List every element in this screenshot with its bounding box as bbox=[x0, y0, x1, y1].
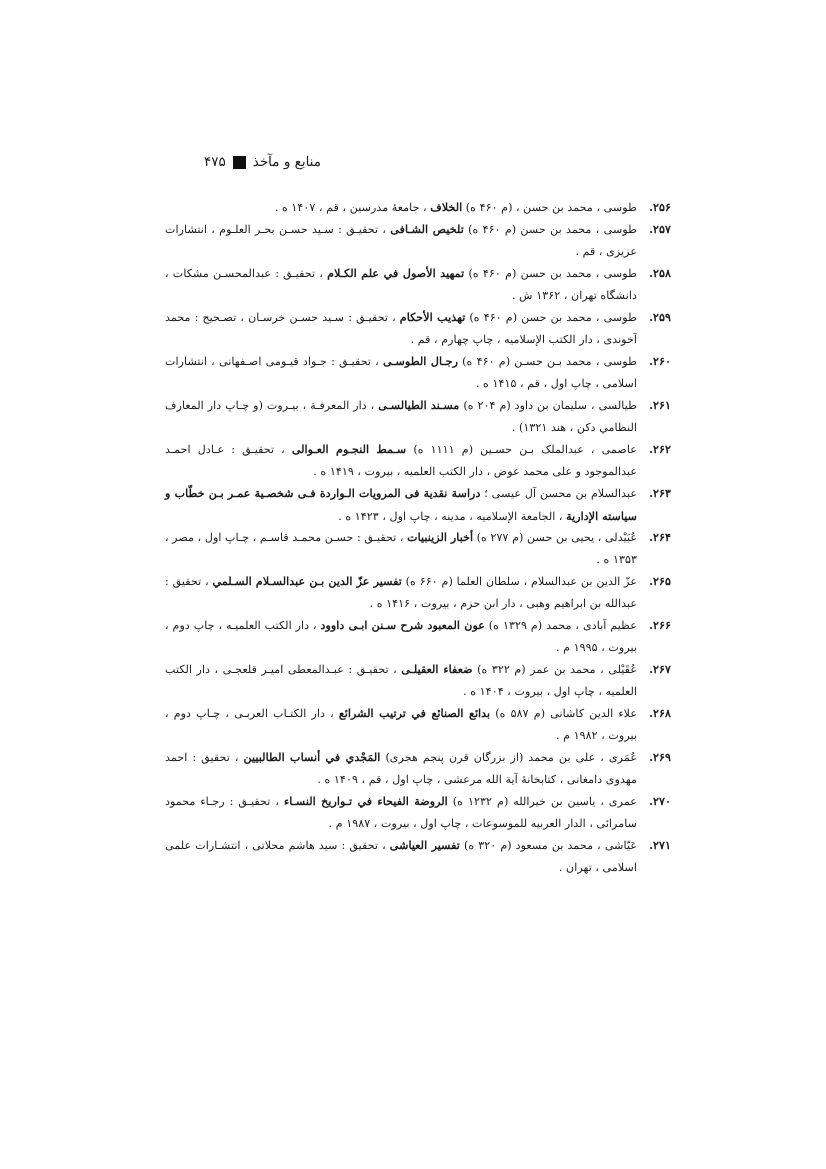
reference-entry bbox=[165, 834, 671, 878]
reference-entry bbox=[165, 790, 671, 834]
entry-title: المَجْدي في أنساب الطالبیین bbox=[243, 750, 381, 764]
entry-number: ۲۵۷. bbox=[649, 222, 671, 236]
entry-author: طوسی ، محمد بن حسن (م ۴۶۰ ه) bbox=[463, 223, 638, 236]
entry-title: مسـند الطیالسـی bbox=[378, 398, 460, 412]
entry-title: الروضة الفیحاء في تـواریخ النسـاء bbox=[283, 794, 448, 808]
entry-title: دراسة نقدیة فی المرویات الـواردة فـی شخصـیة عمـر بـن خطّاب و سیاسته الإداریة bbox=[165, 486, 637, 523]
entry-author: عُمَری ، علی بن محمد (از بزرگان قرن پنجم هجری) bbox=[380, 751, 638, 764]
reference-entry bbox=[165, 746, 671, 790]
entry-title: بدائع الصنائع في ترتیب الشرائع bbox=[338, 706, 491, 720]
reference-entry bbox=[165, 482, 671, 526]
section-title: منابع و مآخذ bbox=[252, 154, 321, 170]
entry-number: ۲۶۹. bbox=[649, 750, 671, 764]
reference-entry bbox=[165, 262, 671, 306]
page-header bbox=[173, 151, 321, 173]
entry-publication: ، جامعهٔ مدرسین ، قم ، ۱۴۰۷ ه . bbox=[274, 201, 431, 214]
entry-author: عظیم آبادی ، محمد (م ۱۳۲۹ ه) bbox=[484, 619, 637, 632]
entry-number: ۲۶۶. bbox=[649, 618, 671, 632]
entry-publication: ، دار الکتب العلمیـه ، چاپ دوم ، بیروت ، ۱۹۹۵ م . bbox=[165, 619, 637, 654]
entry-author: عَیّاشی ، محمد بن مسعود (م ۳۲۰ ه) bbox=[459, 839, 637, 852]
entry-title: أخبار الزینبیات bbox=[407, 530, 474, 544]
entry-author: طوسی ، محمد بـن حسـن (م ۴۶۰ ه) bbox=[458, 355, 637, 368]
entry-number: ۲۵۸. bbox=[649, 266, 671, 280]
entry-publication: ، تحقیق : احمد مهدوی دامغانی ، کتابخانهٔ آیة الله مرعشی ، چاپ اول ، قم ، ۱۴۰۹ ه . bbox=[165, 751, 637, 786]
entry-number: ۲۶۱. bbox=[649, 398, 671, 412]
entry-publication: ، دار الکتـاب العربـی ، چـاپ دوم ، بیروت ، ۱۹۸۲ م . bbox=[165, 707, 637, 742]
entry-publication: ، تحقیق : عبدالله بن ابراهیم وهبی ، دار ابن حزم ، بیروت ، ۱۴۱۶ ه . bbox=[165, 575, 637, 610]
entry-title: ضعفاء العقیلـی bbox=[401, 662, 473, 676]
entry-title: رجـال الطوسـی bbox=[382, 354, 459, 368]
reference-entry bbox=[165, 394, 671, 438]
entry-author: عُبَیْدلی ، یحیی بن حسن (م ۲۷۷ ه) bbox=[473, 531, 637, 544]
entry-publication: ، تحقیـق : عبدالمحسـن مشکات ، دانشگاه تهران ، ۱۳۶۲ ش . bbox=[165, 267, 637, 302]
entry-title: تمهید الأصول في علم الكـلام bbox=[327, 266, 465, 280]
reference-entry bbox=[165, 438, 671, 482]
reference-entry bbox=[165, 306, 671, 350]
entry-author: طوسی ، محمد بن حسن (م ۴۶۰ ه) bbox=[465, 311, 637, 324]
reference-list bbox=[165, 196, 671, 878]
entry-title: عون المعبود شرح سـنن ابـی داوود bbox=[320, 618, 485, 632]
entry-author: عمری ، یاسین بن خیرالله (م ۱۲۳۲ ه) bbox=[447, 795, 637, 808]
reference-entry bbox=[165, 614, 671, 658]
entry-number: ۲۷۰. bbox=[649, 794, 671, 808]
reference-entry bbox=[165, 702, 671, 746]
entry-publication: ، تحقیـق : عبـدالمعطی امیـر قلعجـی ، دار الکتب العلمیه ، چاپ اول ، بیروت ، ۱۴۰۴ ه . bbox=[165, 663, 637, 698]
entry-number: ۲۶۲. bbox=[649, 442, 671, 456]
entry-title: تفسیر عزّ الدین بـن عبدالسـلام السـلمي bbox=[212, 574, 402, 588]
square-bullet-icon bbox=[233, 156, 246, 169]
reference-entry bbox=[165, 218, 671, 262]
entry-number: ۲۶۷. bbox=[649, 662, 671, 676]
entry-author: عُقَیْلی ، محمد بن عمر (م ۳۲۲ ه) bbox=[472, 663, 637, 676]
entry-title: سـمط النجـوم العـوالی bbox=[291, 442, 407, 456]
entry-number: ۲۶۴. bbox=[649, 530, 671, 544]
entry-author: عبدالسلام بن محسن آل عیسی ؛ bbox=[480, 487, 637, 500]
entry-title: الخلاف bbox=[430, 200, 463, 214]
page-number: ۴۷۵ bbox=[203, 154, 226, 170]
entry-number: ۲۷۱. bbox=[649, 838, 671, 852]
entry-number: ۲۶۸. bbox=[649, 706, 671, 720]
entry-title: تفسیر العیاشی bbox=[389, 838, 460, 852]
entry-publication: ، تحقیـق : سـید حسـن بحـر العلـوم ، انتشارات عزیزی ، قم . bbox=[165, 223, 637, 258]
entry-publication: ، تحقیـق : سـید حسـن خرسـان ، تصـحیح : محمد آخوندی ، دار الکتب الإسلامیه ، چاپ چهارم ، قم . bbox=[165, 311, 637, 346]
entry-number: ۲۶۰. bbox=[649, 354, 671, 368]
entry-number: ۲۵۶. bbox=[649, 200, 671, 214]
entry-title: تلخیص الشـافی bbox=[390, 222, 464, 236]
entry-author: طوسی ، محمد بن حسن ، (م ۴۶۰ ه) bbox=[462, 201, 637, 214]
entry-number: ۲۶۳. bbox=[649, 486, 671, 500]
entry-publication: ، الجامعة الإسلامیه ، مدینه ، چاپ اول ، ۱۴۲۳ ه . bbox=[338, 510, 567, 523]
entry-number: ۲۶۵. bbox=[649, 574, 671, 588]
entry-number: ۲۵۹. bbox=[649, 310, 671, 324]
reference-entry bbox=[165, 570, 671, 614]
entry-title: تهذیب الأحکام bbox=[399, 310, 466, 324]
entry-publication: ، تحقیـق : حسـن محمـد قاسـم ، چـاپ اول ، مصر ، ۱۳۵۳ ه . bbox=[165, 531, 637, 566]
entry-publication: ، تحقیـق : جـواد قیـومی اصـفهانی ، انتشارات اسلامی ، چاپ اول ، قم ، ۱۴۱۵ ه . bbox=[165, 355, 637, 390]
entry-publication: ، دار المعرفـة ، بیـروت (و چـاپ دار المعارف النظامي دکن ، هند ۱۳۲۱) . bbox=[165, 399, 637, 434]
entry-author: عاصمی ، عبدالملک بـن حسـین (م ۱۱۱۱ ه) bbox=[406, 443, 637, 456]
reference-entry bbox=[165, 526, 671, 570]
entry-publication: ، تحقیـق : رجـاء محمود سامرائی ، الدار العربیه للموسوعات ، چاپ اول ، بیروت ، ۱۹۸۷ م . bbox=[165, 795, 637, 830]
reference-entry bbox=[165, 350, 671, 394]
entry-author: عزّ الدین بن عبدالسلام ، سلطان العلما (م ۶۶۰ ه) bbox=[401, 575, 637, 588]
entry-author: طیالسی ، سلیمان بن داود (م ۲۰۴ ه) bbox=[459, 399, 637, 412]
entry-publication: ، تحقیـق : عـادل احمـد عبدالموجود و علی محمد عوض ، دار الکتب العلمیه ، بیروت ، ۱۴۱۹ ه . bbox=[165, 443, 637, 478]
entry-publication: ، تحقیق : سید هاشم محلاتی ، انتشـارات علمی اسلامی ، تهران . bbox=[165, 839, 637, 874]
reference-entry bbox=[165, 196, 671, 218]
reference-entry bbox=[165, 658, 671, 702]
entry-author: طوسی ، محمد بن حسن (م ۴۶۰ ه) bbox=[464, 267, 637, 280]
entry-author: علاء الدین کاشانی (م ۵۸۷ ه) bbox=[490, 707, 638, 720]
